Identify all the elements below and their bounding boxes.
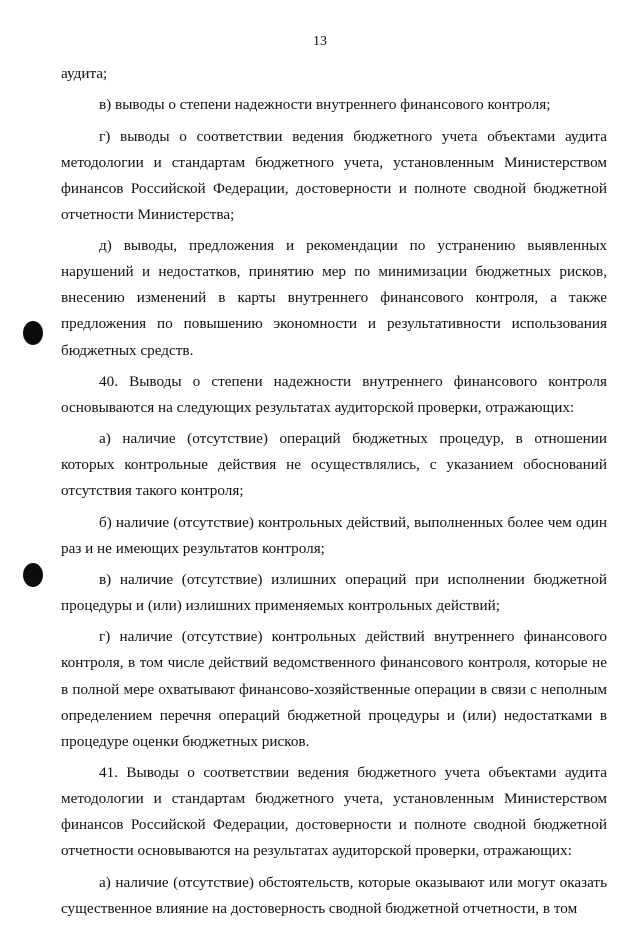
paragraph-item-v: в) выводы о степени надежности внутреннего финансового контроля; bbox=[99, 96, 551, 114]
paragraph-continuation: аудита; bbox=[61, 65, 108, 82]
paragraph-40-item-v: в) наличие (отсутствие) излишних операций при исполнении бюджетной процедуры и (или) излишних применяемых контрольных действий; bbox=[61, 571, 607, 615]
page-number: 13 bbox=[313, 34, 327, 49]
paragraph-section-41: 41. Выводы о соответствии ведения бюджетного учета объектами аудита методологии и стандартам бюджетного учета, установленным Министерством финансов Российской Федерации, достоверности и полноте сводной бюджетной отчетности основываются на результатах аудиторской проверки, отражающих: bbox=[61, 764, 607, 860]
paragraph-section-40: 40. Выводы о степени надежности внутреннего финансового контроля основываются на следующих результатах аудиторской проверки, отражающих: bbox=[61, 372, 607, 416]
paragraph-item-d: д) выводы, предложения и рекомендации по устранению выявленных нарушений и недостатков, принятию мер по минимизации бюджетных рисков, внесению изменений в карты внутреннего финансового контроля, а также предложения по повышению экономности и результативности использования бюджетных средств. bbox=[61, 237, 607, 359]
paragraph-40-item-g: г) наличие (отсутствие) контрольных действий внутреннего финансового контроля, в том числе действий ведомственного финансового контроля, которые не в полной мере охватывают финансово-хозяйственные операции в связи с неполным определением перечня операций бюджетной процедуры и (или) недостатками в процедуре оценки бюджетных рисков. bbox=[61, 628, 607, 750]
paragraph-item-g: г) выводы о соответствии ведения бюджетного учета объектами аудита методологии и стандартам бюджетного учета, установленным Министерством финансов Российской Федерации, достоверности и полноте сводной бюджетной отчетности Министерства; bbox=[61, 127, 607, 223]
paragraph-40-item-b: б) наличие (отсутствие) контрольных действий, выполненных более чем один раз и не имеющих результатов контроля; bbox=[61, 513, 607, 557]
paragraph-41-item-a: а) наличие (отсутствие) обстоятельств, которые оказывают или могут оказать существенное влияние на достоверность сводной бюджетной отчетности, в том bbox=[61, 873, 607, 917]
punch-hole-mark bbox=[23, 563, 43, 587]
paragraph-40-item-a: а) наличие (отсутствие) операций бюджетных процедур, в отношении которых контрольные действия не осуществлялись, с указанием обоснований отсутствия такого контроля; bbox=[61, 430, 607, 500]
document-text bbox=[61, 61, 607, 927]
punch-hole-mark bbox=[23, 321, 43, 345]
